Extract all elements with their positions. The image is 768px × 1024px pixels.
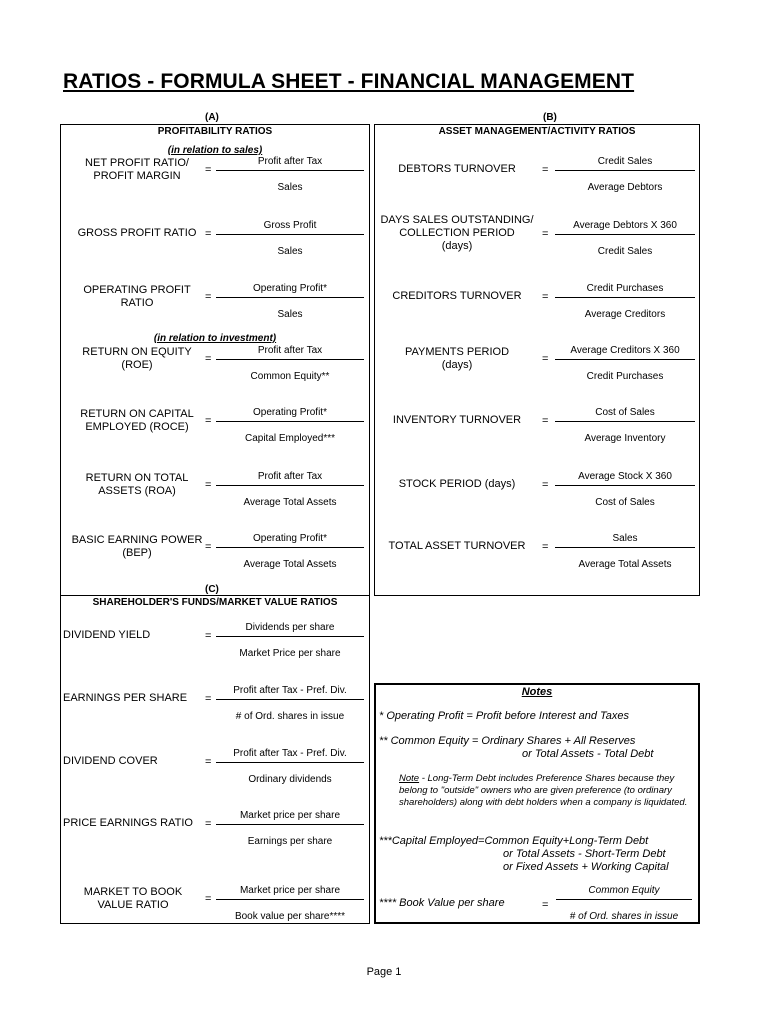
profitability-ratios-box <box>60 124 370 596</box>
book-value-fraction-line <box>556 899 692 900</box>
note-capital-employed-line-2: or Total Assets - Short-Term Debt <box>503 848 666 860</box>
notes-box <box>374 683 700 924</box>
ratio-numerator: Market price per share <box>239 885 341 896</box>
equals-sign: = <box>542 479 549 491</box>
ratio-numerator: Profit after Tax <box>257 471 323 482</box>
ratio-numerator: Average Stock X 360 <box>578 471 672 482</box>
ratio-denominator: # of Ord. shares in issue <box>235 711 345 722</box>
fraction-line <box>216 297 364 298</box>
ratio-denominator: Ordinary dividends <box>248 774 332 785</box>
equals-sign: = <box>205 756 212 768</box>
section-c-letter: (C) <box>205 584 219 595</box>
equals-sign: = <box>542 415 549 427</box>
ratio-numerator: Operating Profit* <box>253 407 327 418</box>
ratio-label: STOCK PERIOD (days) <box>398 478 516 490</box>
ratio-denominator: Average Total Assets <box>243 497 337 508</box>
note-capital-employed-line-1: ***Capital Employed=Common Equity+Long-Term Debt <box>379 835 649 847</box>
note-word: Note <box>399 773 420 784</box>
activity-ratios-box <box>374 124 700 596</box>
ratio-denominator: Average Debtors <box>587 182 663 193</box>
ratio-denominator: Cost of Sales <box>595 497 655 508</box>
equals-sign: = <box>542 541 549 553</box>
ratio-denominator: Capital Employed*** <box>244 433 336 444</box>
fraction-line <box>216 824 364 825</box>
equals-sign: = <box>205 541 212 553</box>
ratio-numerator: Sales <box>612 533 638 544</box>
equals-sign: = <box>205 291 212 303</box>
page-footer: Page 1 <box>366 966 402 978</box>
equals-sign: = <box>542 291 549 303</box>
note-book-value-equals: = <box>542 899 549 911</box>
ratio-label: CREDITORS TURNOVER <box>392 290 522 302</box>
ratio-label: BASIC EARNING POWER (BEP) <box>71 534 203 559</box>
ratio-denominator: Credit Sales <box>597 246 653 257</box>
ratio-numerator: Credit Purchases <box>586 283 664 294</box>
fraction-line <box>216 899 364 900</box>
equals-sign: = <box>205 415 212 427</box>
equals-sign: = <box>542 164 549 176</box>
ratio-numerator: Profit after Tax - Pref. Div. <box>233 748 347 759</box>
note-common-equity-line-1: ** Common Equity = Ordinary Shares + All Reserves <box>379 735 636 747</box>
note-common-equity-line-2: or Total Assets - Total Debt <box>522 748 654 760</box>
note-text: - Long-Term Debt includes Preference Shares because they belong to "outside" owners who are given preference (to ordinary shareholders) along with debt holders when a company is liquidated. <box>399 773 688 808</box>
ratio-denominator: Sales <box>277 246 303 257</box>
equals-sign: = <box>205 228 212 240</box>
equals-sign: = <box>205 164 212 176</box>
ratio-label: RETURN ON CAPITAL EMPLOYED (ROCE) <box>80 408 194 433</box>
fraction-line <box>216 359 364 360</box>
ratio-numerator: Gross Profit <box>263 220 317 231</box>
equals-sign: = <box>205 353 212 365</box>
ratio-denominator: Common Equity** <box>250 371 330 382</box>
ratio-numerator: Profit after Tax - Pref. Div. <box>233 685 347 696</box>
ratio-denominator: Credit Purchases <box>586 371 664 382</box>
ratio-denominator: Book value per share**** <box>234 911 346 922</box>
fraction-line <box>216 547 364 548</box>
section-c-header: SHAREHOLDER'S FUNDS/MARKET VALUE RATIOS <box>92 597 338 608</box>
section-a-letter: (A) <box>205 112 219 123</box>
section-b-header: ASSET MANAGEMENT/ACTIVITY RATIOS <box>438 126 636 137</box>
ratio-label: PAYMENTS PERIOD (days) <box>404 346 510 371</box>
equals-sign: = <box>542 228 549 240</box>
ratio-numerator: Dividends per share <box>245 622 335 633</box>
ratio-label: DEBTORS TURNOVER <box>398 163 516 175</box>
note-operating-profit: * Operating Profit = Profit before Interest and Taxes <box>379 710 629 722</box>
ratio-denominator: Average Total Assets <box>243 559 337 570</box>
ratio-denominator: Market Price per share <box>239 648 341 659</box>
equals-sign: = <box>205 893 212 905</box>
ratio-numerator: Profit after Tax <box>257 345 323 356</box>
equals-sign: = <box>205 630 212 642</box>
ratio-numerator: Cost of Sales <box>595 407 655 418</box>
fraction-line <box>216 636 364 637</box>
ratio-numerator: Market price per share <box>239 810 341 821</box>
fraction-line <box>555 170 695 171</box>
ratio-numerator: Operating Profit* <box>253 533 327 544</box>
note-capital-employed-line-3: or Fixed Assets + Working Capital <box>503 861 669 873</box>
ratio-label: OPERATING PROFIT RATIO <box>83 284 191 309</box>
ratio-numerator: Average Debtors X 360 <box>573 220 677 231</box>
fraction-line <box>555 297 695 298</box>
ratio-label: TOTAL ASSET TURNOVER <box>388 540 526 552</box>
ratio-denominator: Average Inventory <box>584 433 666 444</box>
ratio-numerator: Average Creditors X 360 <box>570 345 680 356</box>
ratio-label: NET PROFIT RATIO/ PROFIT MARGIN <box>85 157 189 182</box>
ratio-label: PRICE EARNINGS RATIO <box>63 817 193 829</box>
fraction-line <box>216 762 364 763</box>
ratio-label: INVENTORY TURNOVER <box>392 414 522 426</box>
fraction-line <box>216 234 364 235</box>
fraction-line <box>216 170 364 171</box>
ratio-label: DAYS SALES OUTSTANDING/ COLLECTION PERIOD (days) <box>380 214 534 252</box>
note-long-term-debt <box>399 773 689 809</box>
ratio-label: RETURN ON TOTAL ASSETS (ROA) <box>85 472 189 497</box>
ratio-label: MARKET TO BOOK VALUE RATIO <box>83 886 183 911</box>
ratio-denominator: Earnings per share <box>247 836 333 847</box>
fraction-line <box>555 547 695 548</box>
ratio-label: DIVIDEND YIELD <box>63 629 151 641</box>
ratio-denominator: Sales <box>277 309 303 320</box>
page-title: RATIOS - FORMULA SHEET - FINANCIAL MANAGEMENT <box>63 70 635 93</box>
section-a-header: PROFITABILITY RATIOS <box>157 126 273 137</box>
notes-title: Notes <box>521 686 553 698</box>
fraction-line <box>555 421 695 422</box>
ratio-label: GROSS PROFIT RATIO <box>77 227 197 239</box>
section-b-letter: (B) <box>543 112 557 123</box>
fraction-line <box>555 234 695 235</box>
sub-in-relation-to-investment: (in relation to investment) <box>153 333 277 344</box>
sub-in-relation-to-sales: (in relation to sales) <box>167 145 263 156</box>
fraction-line <box>555 359 695 360</box>
ratio-denominator: Sales <box>277 182 303 193</box>
book-value-denominator: # of Ord. shares in issue <box>569 911 679 922</box>
equals-sign: = <box>542 353 549 365</box>
equals-sign: = <box>205 479 212 491</box>
equals-sign: = <box>205 818 212 830</box>
ratio-label: EARNINGS PER SHARE <box>63 692 188 704</box>
ratio-numerator: Operating Profit* <box>253 283 327 294</box>
fraction-line <box>216 421 364 422</box>
ratio-numerator: Credit Sales <box>597 156 653 167</box>
market-value-ratios-box <box>60 595 370 924</box>
ratio-label: DIVIDEND COVER <box>63 755 158 767</box>
ratio-numerator: Profit after Tax <box>257 156 323 167</box>
fraction-line <box>216 699 364 700</box>
fraction-line <box>216 485 364 486</box>
ratio-label: RETURN ON EQUITY (ROE) <box>82 346 192 371</box>
ratio-denominator: Average Creditors <box>584 309 666 320</box>
note-book-value-label: **** Book Value per share <box>379 897 505 909</box>
fraction-line <box>555 485 695 486</box>
equals-sign: = <box>205 693 212 705</box>
book-value-numerator: Common Equity <box>588 885 660 896</box>
ratio-denominator: Average Total Assets <box>578 559 672 570</box>
